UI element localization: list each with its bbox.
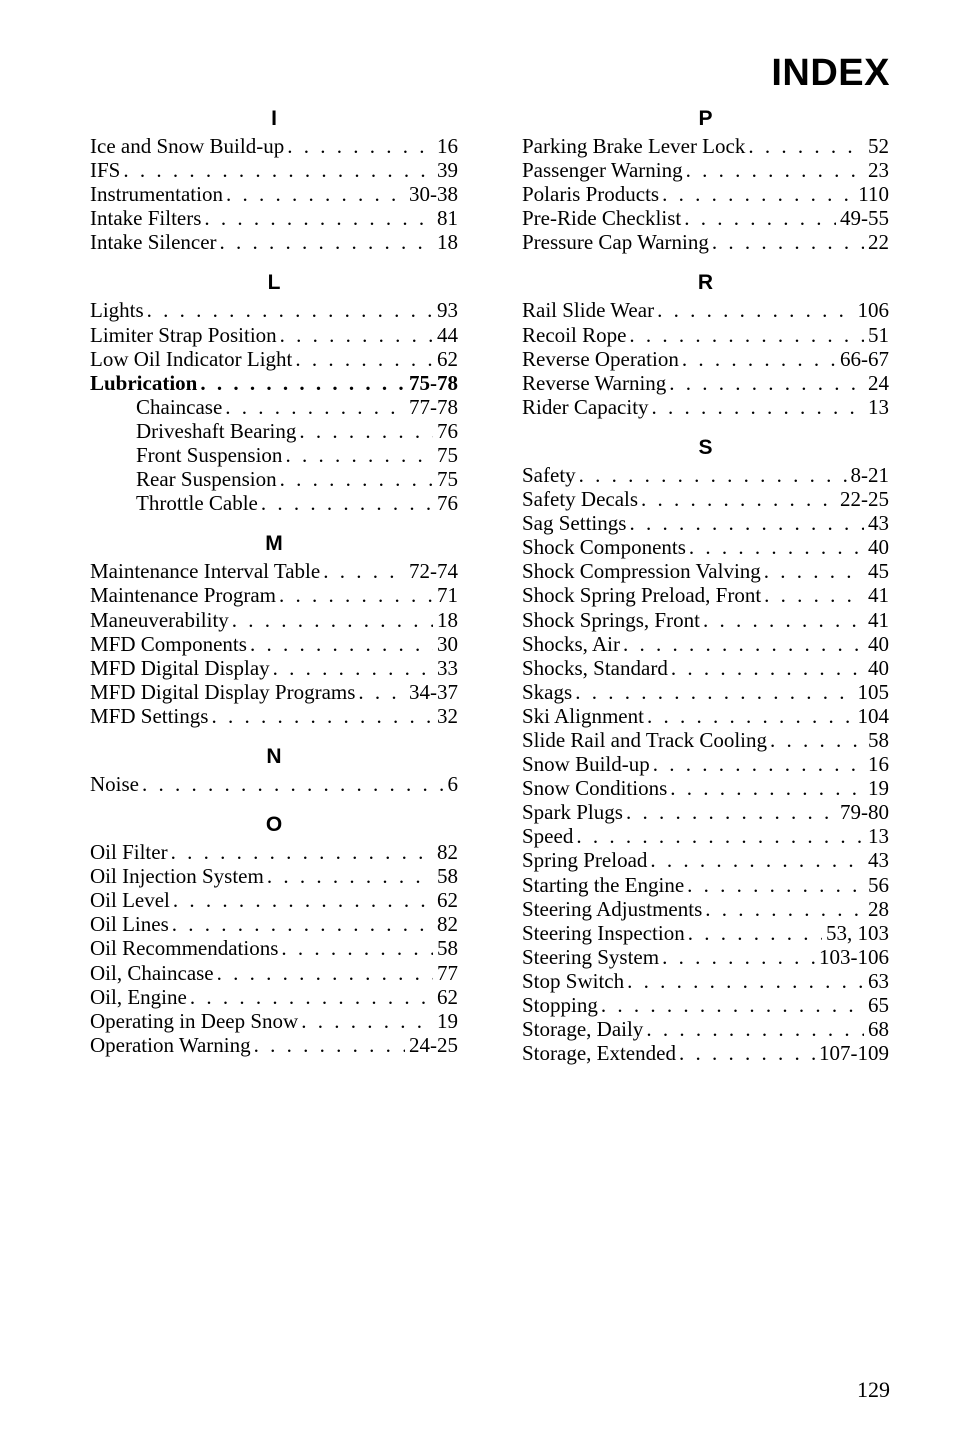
index-entry xyxy=(522,800,889,824)
dot-leader xyxy=(703,608,864,632)
entry-page: 71 xyxy=(437,583,458,608)
entry-page: 44 xyxy=(437,322,458,347)
entry-term: Throttle Cable xyxy=(136,491,258,516)
index-entry xyxy=(522,608,889,632)
index-entry xyxy=(522,632,889,656)
index-entry xyxy=(522,656,889,680)
index-section xyxy=(90,298,458,515)
entry-page: 66-67 xyxy=(840,346,889,371)
dot-leader xyxy=(662,182,854,206)
entry-page: 65 xyxy=(868,993,889,1017)
index-entry xyxy=(90,1033,458,1057)
dot-leader xyxy=(687,873,864,897)
entry-page: 43 xyxy=(868,511,889,536)
index-entry xyxy=(522,873,889,897)
entry-page: 62 xyxy=(437,346,458,371)
dot-leader xyxy=(280,467,433,491)
index-entry xyxy=(522,945,889,969)
entry-term: Limiter Strap Position xyxy=(90,322,277,347)
entry-term: Shock Compression Valving xyxy=(522,559,761,584)
dot-leader xyxy=(748,134,864,158)
index-subentry xyxy=(90,467,458,491)
page-number: 129 xyxy=(857,1377,890,1402)
entry-term: Polaris Products xyxy=(522,182,660,207)
dot-leader xyxy=(226,182,405,206)
entry-page: 68 xyxy=(868,1017,889,1042)
entry-term: Noise xyxy=(90,771,139,796)
entry-page: 75 xyxy=(437,443,458,468)
index-section xyxy=(90,134,458,254)
entry-term: MFD Digital Display Programs xyxy=(90,679,356,704)
entry-page: 18 xyxy=(437,607,458,632)
entry-term: Slide Rail and Track Cooling xyxy=(522,727,768,752)
entry-page: 62 xyxy=(437,888,458,913)
entry-page: 41 xyxy=(868,583,889,608)
entry-page: 34-37 xyxy=(409,679,458,704)
dot-leader xyxy=(299,419,433,443)
entry-term: Skags xyxy=(522,679,573,704)
entry-term: Storage, Daily xyxy=(522,1017,644,1042)
entry-page: 33 xyxy=(437,655,458,680)
entry-page: 76 xyxy=(437,418,458,443)
index-entry xyxy=(90,134,458,158)
entry-term: Oil, Chaincase xyxy=(90,960,214,985)
section-letter: M xyxy=(265,532,283,556)
index-entry xyxy=(90,158,458,182)
entry-term: Shocks, Air xyxy=(522,631,621,656)
entry-page: 45 xyxy=(868,559,889,584)
entry-page: 22-25 xyxy=(840,487,889,512)
entry-page: 53, 103 xyxy=(826,920,889,945)
entry-term: Pressure Cap Warning xyxy=(522,230,709,255)
dot-leader xyxy=(629,323,864,347)
index-entry xyxy=(522,535,889,559)
entry-term: Ice and Snow Build-up xyxy=(90,134,285,158)
entry-term: MFD Digital Display xyxy=(90,655,270,680)
dot-leader xyxy=(147,298,433,322)
entry-page: 75 xyxy=(437,467,458,492)
entry-term: Intake Silencer xyxy=(90,230,217,255)
entry-page: 106 xyxy=(857,298,889,323)
index-section xyxy=(522,298,889,418)
entry-page: 32 xyxy=(437,703,458,728)
section-letter: R xyxy=(697,271,714,295)
entry-term: Driveshaft Bearing xyxy=(136,418,297,443)
entry-page: 51 xyxy=(868,322,889,347)
entry-term: Intake Filters xyxy=(90,206,202,231)
index-entry xyxy=(90,656,458,680)
entry-term: Speed xyxy=(522,824,574,849)
entry-page: 49-55 xyxy=(840,206,889,231)
entry-page: 62 xyxy=(437,984,458,1009)
entry-term: Pre-Ride Checklist xyxy=(522,206,682,231)
dot-leader xyxy=(358,680,405,704)
index-entry xyxy=(90,985,458,1009)
entry-term: Lights xyxy=(90,298,144,323)
dot-leader xyxy=(217,961,433,985)
entry-term: Maintenance Interval Table xyxy=(90,559,321,584)
section-letter: O xyxy=(265,813,283,837)
index-entry xyxy=(522,752,889,776)
dot-leader xyxy=(679,1041,815,1065)
index-entry xyxy=(90,298,458,322)
entry-page: 30 xyxy=(437,631,458,656)
entry-term: Operating in Deep Snow xyxy=(90,1008,299,1033)
dot-leader xyxy=(641,487,836,511)
section-letter: L xyxy=(267,271,281,295)
entry-page: 24-25 xyxy=(409,1032,458,1057)
entry-page: 103-106 xyxy=(819,944,889,969)
index-entry xyxy=(522,559,889,583)
index-entry xyxy=(522,969,889,993)
entry-term: Shock Springs, Front xyxy=(522,607,700,632)
entry-term: Oil Level xyxy=(90,888,170,913)
index-column-right xyxy=(522,104,889,1079)
dot-leader xyxy=(261,491,433,515)
entry-page: 63 xyxy=(868,968,889,993)
index-entry xyxy=(90,347,458,371)
entry-term: Chaincase xyxy=(136,394,223,419)
entry-page: 19 xyxy=(437,1008,458,1033)
dot-leader xyxy=(254,1033,405,1057)
index-entry xyxy=(90,206,458,230)
dot-leader xyxy=(652,395,864,419)
dot-leader xyxy=(232,608,433,632)
dot-leader xyxy=(705,897,864,921)
entry-page: 58 xyxy=(437,864,458,889)
index-entry xyxy=(522,487,889,511)
dot-leader xyxy=(669,371,864,395)
index-entry xyxy=(522,323,889,347)
section-letter: S xyxy=(698,435,713,459)
dot-leader xyxy=(650,848,864,872)
entry-term: Rider Capacity xyxy=(522,394,649,419)
dot-leader xyxy=(200,371,405,395)
entry-page: 76 xyxy=(437,491,458,516)
dot-leader xyxy=(225,395,405,419)
index-entry xyxy=(522,463,889,487)
entry-page: 75-78 xyxy=(409,370,458,395)
entry-page: 18 xyxy=(437,230,458,255)
index-subentry xyxy=(90,491,458,515)
index-entry xyxy=(90,888,458,912)
entry-term: Oil Lines xyxy=(90,912,169,937)
entry-term: Maintenance Program xyxy=(90,583,277,608)
index-entry xyxy=(90,182,458,206)
dot-leader xyxy=(623,632,864,656)
dot-leader xyxy=(220,230,433,254)
entry-term: Sag Settings xyxy=(522,511,627,536)
index-entry xyxy=(90,864,458,888)
entry-term: Steering System xyxy=(522,944,660,969)
entry-term: Oil, Engine xyxy=(90,984,187,1009)
entry-page: 23 xyxy=(868,158,889,183)
index-entry xyxy=(90,632,458,656)
dot-leader xyxy=(712,230,864,254)
index-section xyxy=(90,559,458,728)
dot-leader xyxy=(653,752,864,776)
entry-term: Operation Warning xyxy=(90,1032,251,1057)
entry-page: 13 xyxy=(868,394,889,419)
dot-leader xyxy=(627,969,864,993)
index-entry xyxy=(90,583,458,607)
index-column-left xyxy=(90,104,458,1071)
index-entry xyxy=(522,728,889,752)
dot-leader xyxy=(688,921,822,945)
dot-leader xyxy=(647,704,854,728)
entry-term: Reverse Operation xyxy=(522,346,679,371)
index-entry xyxy=(90,680,458,704)
entry-page: 16 xyxy=(437,134,458,158)
entry-term: Spring Preload xyxy=(522,848,648,873)
dot-leader xyxy=(579,463,847,487)
entry-page: 22 xyxy=(868,230,889,255)
entry-term: Snow Conditions xyxy=(522,776,668,801)
entry-page: 40 xyxy=(868,535,889,560)
index-entry xyxy=(522,993,889,1017)
section-letter: I xyxy=(271,107,277,130)
entry-term: Ski Alignment xyxy=(522,703,644,728)
entry-term: Maneuverability xyxy=(90,607,229,632)
entry-term: Oil Filter xyxy=(90,840,168,865)
index-entry xyxy=(90,936,458,960)
index-entry xyxy=(522,206,889,230)
entry-page: 58 xyxy=(868,727,889,752)
index-section xyxy=(90,840,458,1057)
entry-page: 58 xyxy=(437,936,458,961)
dot-leader xyxy=(204,206,433,230)
entry-term: Reverse Warning xyxy=(522,370,667,395)
entry-term: Stop Switch xyxy=(522,968,625,993)
entry-page: 77 xyxy=(437,960,458,985)
index-entry xyxy=(522,158,889,182)
dot-leader xyxy=(657,298,853,322)
index-entry xyxy=(522,134,889,158)
index-entry xyxy=(522,230,889,254)
index-entry xyxy=(522,583,889,607)
dot-leader xyxy=(250,632,433,656)
dot-leader xyxy=(190,985,433,1009)
entry-term: Low Oil Indicator Light xyxy=(90,346,293,371)
index-entry xyxy=(522,298,889,322)
index-section xyxy=(90,772,458,796)
dot-leader xyxy=(764,559,864,583)
dot-leader xyxy=(281,936,433,960)
entry-page: 107-109 xyxy=(819,1041,889,1066)
entry-term: Oil Recommendations xyxy=(90,936,279,961)
dot-leader xyxy=(123,158,433,182)
dot-leader xyxy=(684,206,836,230)
dot-leader xyxy=(323,559,405,583)
dot-leader xyxy=(764,583,864,607)
entry-term: Rear Suspension xyxy=(136,467,277,492)
dot-leader xyxy=(285,443,433,467)
entry-term: Rail Slide Wear xyxy=(522,298,655,323)
dot-leader xyxy=(689,535,864,559)
dot-leader xyxy=(173,888,433,912)
index-entry xyxy=(90,912,458,936)
entry-term: Parking Brake Lever Lock xyxy=(522,134,746,158)
entry-term: Spark Plugs xyxy=(522,800,623,825)
section-letter: N xyxy=(266,744,282,768)
dot-leader xyxy=(273,656,433,680)
index-entry xyxy=(522,511,889,535)
entry-term: Stopping xyxy=(522,993,598,1017)
entry-page: 43 xyxy=(868,848,889,873)
index-entry xyxy=(90,230,458,254)
index-entry xyxy=(522,1017,889,1041)
entry-term: Starting the Engine xyxy=(522,872,685,897)
index-entry xyxy=(522,182,889,206)
page-title: INDEX xyxy=(771,52,890,94)
entry-page: 28 xyxy=(868,896,889,921)
entry-term: Instrumentation xyxy=(90,182,223,207)
dot-leader xyxy=(142,772,444,796)
entry-page: 105 xyxy=(857,679,889,704)
dot-leader xyxy=(601,993,864,1017)
entry-page: 6 xyxy=(447,771,458,796)
entry-page: 79-80 xyxy=(840,800,889,825)
index-entry xyxy=(90,323,458,347)
dot-leader xyxy=(682,347,836,371)
index-subentry xyxy=(90,419,458,443)
entry-page: 104 xyxy=(857,703,889,728)
entry-page: 40 xyxy=(868,631,889,656)
index-entry xyxy=(522,704,889,728)
index-entry xyxy=(90,840,458,864)
dot-leader xyxy=(279,583,433,607)
dot-leader xyxy=(575,680,853,704)
index-entry xyxy=(522,395,889,419)
entry-page: 93 xyxy=(437,298,458,323)
entry-page: 82 xyxy=(437,840,458,865)
index-entry xyxy=(90,704,458,728)
entry-term: Shock Components xyxy=(522,535,686,560)
entry-page: 8-21 xyxy=(850,462,889,487)
entry-term: Front Suspension xyxy=(136,443,283,468)
index-entry xyxy=(522,680,889,704)
dot-leader xyxy=(629,511,864,535)
dot-leader xyxy=(626,800,836,824)
index-entry xyxy=(522,921,889,945)
index-section xyxy=(522,134,889,254)
index-entry xyxy=(90,371,458,395)
index-entry xyxy=(90,559,458,583)
index-entry xyxy=(90,608,458,632)
dot-leader xyxy=(646,1017,864,1041)
entry-page: 110 xyxy=(858,182,889,207)
entry-page: 72-74 xyxy=(409,559,458,584)
dot-leader xyxy=(770,728,864,752)
entry-term: Safety xyxy=(522,462,576,487)
entry-page: 81 xyxy=(437,206,458,231)
index-entry xyxy=(522,1041,889,1065)
entry-term: MFD Components xyxy=(90,631,247,656)
entry-page: 77-78 xyxy=(409,394,458,419)
entry-page: 52 xyxy=(868,134,889,158)
entry-term: Storage, Extended xyxy=(522,1041,676,1066)
index-entry xyxy=(522,371,889,395)
dot-leader xyxy=(686,158,864,182)
index-subentry xyxy=(90,443,458,467)
dot-leader xyxy=(576,824,864,848)
dot-leader xyxy=(287,134,433,158)
entry-page: 41 xyxy=(868,607,889,632)
entry-term: Recoil Rope xyxy=(522,322,627,347)
entry-page: 19 xyxy=(868,776,889,801)
entry-term: Steering Inspection xyxy=(522,920,685,945)
entry-term: Snow Build-up xyxy=(522,752,650,777)
entry-page: 24 xyxy=(868,370,889,395)
entry-page: 56 xyxy=(868,872,889,897)
entry-page: 13 xyxy=(868,824,889,849)
dot-leader xyxy=(267,864,433,888)
entry-page: 82 xyxy=(437,912,458,937)
entry-term: Safety Decals xyxy=(522,487,639,512)
dot-leader xyxy=(671,656,864,680)
index-entry xyxy=(522,897,889,921)
dot-leader xyxy=(662,945,815,969)
entry-term: Passenger Warning xyxy=(522,158,683,183)
entry-page: 16 xyxy=(868,752,889,777)
entry-term: Steering Adjustments xyxy=(522,896,703,921)
index-entry xyxy=(90,961,458,985)
entry-page: 30-38 xyxy=(409,182,458,207)
entry-term: Lubrication xyxy=(90,370,198,395)
dot-leader xyxy=(301,1009,433,1033)
dot-leader xyxy=(280,323,433,347)
index-entry xyxy=(522,347,889,371)
index-entry xyxy=(522,848,889,872)
dot-leader xyxy=(172,912,433,936)
section-letter: P xyxy=(698,107,713,130)
dot-leader xyxy=(211,704,433,728)
entry-term: Shocks, Standard xyxy=(522,655,668,680)
index-section xyxy=(522,463,889,1065)
index-entry xyxy=(522,824,889,848)
entry-term: IFS xyxy=(90,158,121,183)
dot-leader xyxy=(670,776,864,800)
entry-term: Shock Spring Preload, Front xyxy=(522,583,762,608)
dot-leader xyxy=(171,840,433,864)
index-subentry xyxy=(90,395,458,419)
entry-page: 39 xyxy=(437,158,458,183)
index-entry xyxy=(90,1009,458,1033)
dot-leader xyxy=(295,347,433,371)
entry-term: MFD Settings xyxy=(90,703,209,728)
entry-term: Oil Injection System xyxy=(90,864,264,889)
index-entry xyxy=(522,776,889,800)
index-entry xyxy=(90,772,458,796)
entry-page: 40 xyxy=(868,655,889,680)
